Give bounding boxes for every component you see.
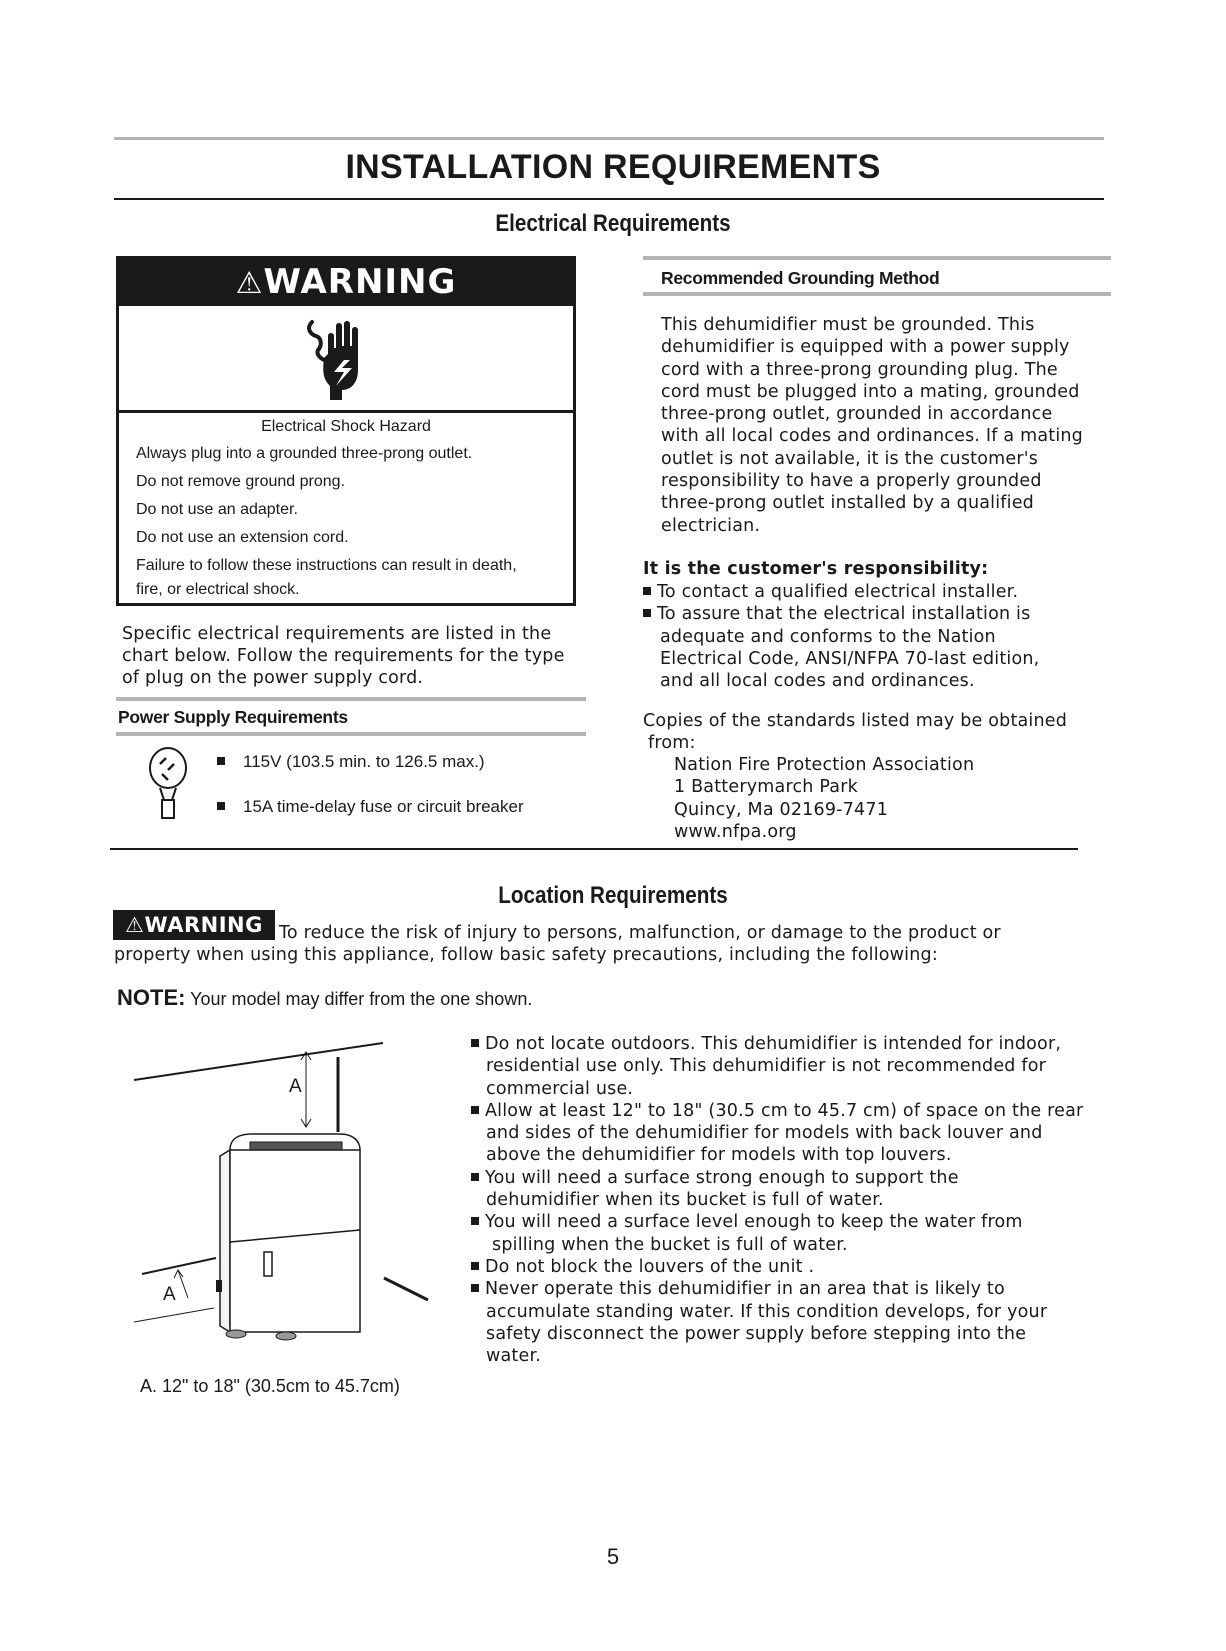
grounding-line: cord must be plugged into a mating, grounded <box>661 381 1080 402</box>
location-bullet-continuation: above the dehumidifier for models with top louvers. <box>486 1145 952 1166</box>
bullet-icon <box>643 609 651 617</box>
location-bullet-continuation: safety disconnect the power supply before stepping into the <box>486 1323 1027 1344</box>
bullet-icon <box>471 1217 479 1225</box>
location-bullet-item: You will need a surface strong enough to support the <box>471 1167 1083 1189</box>
specific-text-2: chart below. Follow the requirements for the type <box>122 646 565 666</box>
diagram-caption: A. 12" to 18" (30.5cm to 45.7cm) <box>140 1376 400 1396</box>
location-bullet-continuation: water. <box>486 1346 542 1367</box>
grounding-line: This dehumidifier must be grounded. This <box>661 315 1035 335</box>
grounding-text <box>661 314 1083 537</box>
power-supply-heading: Power Supply Requirements <box>118 707 348 727</box>
bullet-icon <box>471 1284 479 1292</box>
bullet-icon <box>643 587 651 595</box>
note-label: NOTE: <box>117 985 186 1010</box>
three-prong-plug-icon <box>146 744 190 820</box>
grounding-line: outlet is not available, it is the customer's <box>661 448 1039 469</box>
location-bullet-item: You will need a surface level enough to keep the water from <box>471 1211 1083 1233</box>
diagram-label-a-side: A <box>163 1284 176 1305</box>
note-text: Your model may differ from the one shown. <box>190 989 533 1009</box>
location-bullet-continuation: and sides of the dehumidifier for models with back louver and <box>486 1123 1043 1144</box>
location-warning-label: ⚠WARNING <box>113 910 275 940</box>
responsibility-continuation: Electrical Code, ANSI/NFPA 70-last edition, <box>660 648 1040 669</box>
bullet-icon <box>471 1173 479 1181</box>
bullet-icon <box>217 802 225 810</box>
responsibility-list <box>643 581 1039 692</box>
responsibility-heading: It is the customer's responsibility: <box>643 559 989 579</box>
page-title: INSTALLATION REQUIREMENTS <box>345 148 881 186</box>
warning-line-2: Do not remove ground prong. <box>136 473 346 490</box>
grounding-line: three-prong outlet installed by a qualified <box>661 493 1034 514</box>
specific-text-3: of plug on the power supply cord. <box>122 668 424 688</box>
location-bullet-continuation: accumulate standing water. If this condition develops, for your <box>486 1301 1048 1322</box>
power-supply-item-1: 115V (103.5 min. to 126.5 max.) <box>217 752 485 772</box>
location-bullet-continuation: commercial use. <box>486 1078 634 1099</box>
location-bullet-item: Do not locate outdoors. This dehumidifier is intended for indoor, <box>471 1033 1083 1055</box>
location-bullet-continuation: spilling when the bucket is full of water. <box>492 1234 848 1255</box>
warning-line-5: Failure to follow these instructions can result in death, <box>136 557 517 574</box>
warning-line-1: Always plug into a grounded three-prong outlet. <box>136 445 473 462</box>
bullet-icon <box>471 1039 479 1047</box>
power-supply-item-2: 15A time-delay fuse or circuit breaker <box>217 797 524 817</box>
warning-triangle-icon: ⚠ <box>235 266 264 301</box>
responsibility-continuation: adequate and conforms to the Nation <box>660 626 996 647</box>
location-requirements-heading: Location Requirements <box>498 882 728 909</box>
location-bullet-item: Never operate this dehumidifier in an area that is likely to <box>471 1278 1083 1300</box>
bullet-icon <box>471 1262 479 1270</box>
responsibility-item: To contact a qualified electrical installer. <box>643 581 1039 603</box>
warning-icon-area <box>119 306 573 413</box>
top-rule <box>114 137 1104 140</box>
grounding-line: cord with a three-prong grounding plug. The <box>661 359 1058 380</box>
location-bullet-item: Allow at least 12" to 18" (30.5 cm to 45.7 cm) of space on the rear <box>471 1100 1083 1122</box>
page-number: 5 <box>606 1544 620 1569</box>
location-warning-text-2: property when using this appliance, follow basic safety precautions, including the following: <box>114 945 938 965</box>
nfpa-address: Nation Fire Protection Association 1 Batterymarch Park Quincy, Ma 02169-7471 www.nfpa.org <box>674 755 975 842</box>
bullet-icon <box>217 757 225 765</box>
copies-text: Copies of the standards listed may be obtained from: <box>643 711 1068 754</box>
electrical-warning-box <box>116 256 576 606</box>
grounding-line: dehumidifier is equipped with a power supply <box>661 337 1070 358</box>
grounding-heading: Recommended Grounding Method <box>661 268 940 288</box>
power-supply-rule-bottom <box>116 732 586 736</box>
note-line <box>117 985 532 1011</box>
diagram-label-a-top: A <box>289 1076 302 1097</box>
electrical-requirements-heading: Electrical Requirements <box>495 210 731 237</box>
grounding-rule-bottom <box>643 292 1111 296</box>
grounding-line: responsibility to have a properly grounded <box>661 471 1042 492</box>
location-warning-text-1: To reduce the risk of injury to persons, malfunction, or damage to the product or <box>279 923 1001 943</box>
electric-shock-hand-icon <box>304 314 374 404</box>
warning-header <box>119 259 573 306</box>
electrical-section-bottom-rule <box>110 848 1078 850</box>
warning-header-text: WARNING <box>263 262 457 302</box>
grounding-line: electrician. <box>661 515 761 536</box>
location-bullets <box>471 1033 1083 1367</box>
warning-triangle-icon: ⚠ <box>125 913 145 937</box>
responsibility-item: To assure that the electrical installation is <box>643 603 1039 625</box>
title-underline <box>114 198 1104 200</box>
grounding-rule-top <box>643 256 1111 260</box>
location-bullet-continuation: residential use only. This dehumidifier is not recommended for <box>486 1056 1047 1077</box>
location-bullet-item: Do not block the louvers of the unit . <box>471 1256 1083 1278</box>
grounding-line: three-prong outlet, grounded in accordance <box>661 404 1053 425</box>
hazard-title: Electrical Shock Hazard <box>261 418 431 435</box>
responsibility-continuation: and all local codes and ordinances. <box>660 671 975 692</box>
specific-text-1: Specific electrical requirements are listed in the <box>122 624 552 644</box>
power-supply-rule-top <box>116 697 586 701</box>
location-bullet-continuation: dehumidifier when its bucket is full of water. <box>486 1190 884 1211</box>
warning-line-6: fire, or electrical shock. <box>136 581 300 598</box>
warning-line-4: Do not use an extension cord. <box>136 529 349 546</box>
bullet-icon <box>471 1106 479 1114</box>
grounding-line: with all local codes and ordinances. If a mating <box>661 426 1083 447</box>
warning-line-3: Do not use an adapter. <box>136 501 298 518</box>
